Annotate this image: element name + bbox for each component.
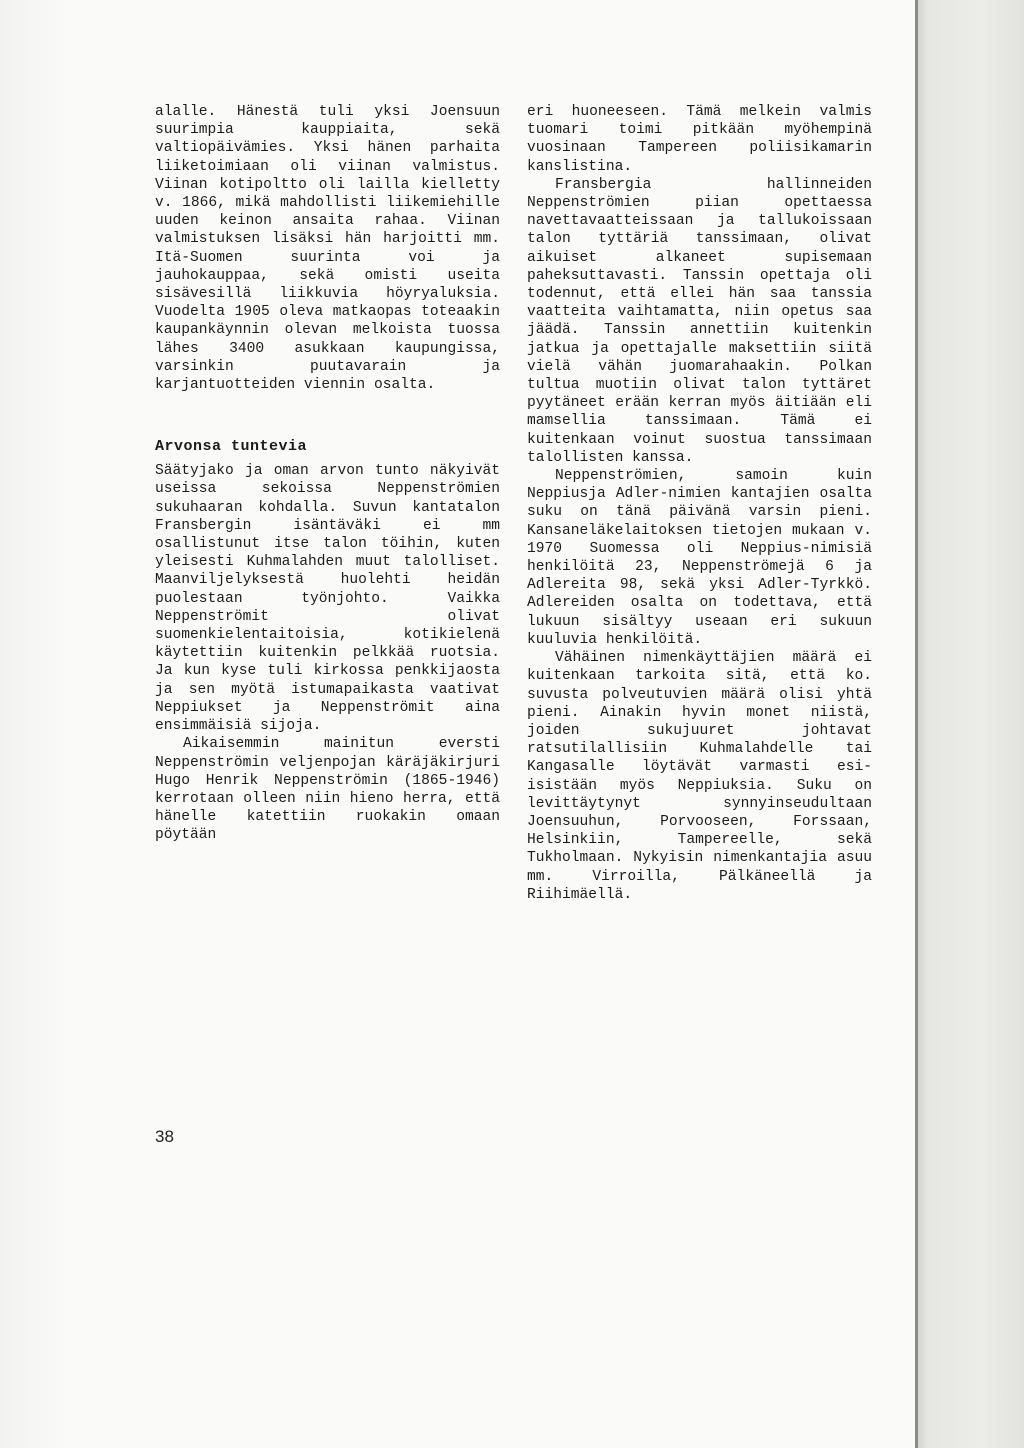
paragraph: Aikaisemmin mainitun eversti Neppenströmin veljenpojan käräjäkirjuri Hugo Henrik Neppenströmin (1865-1946) kerrotaan olleen niin hieno herra, että hänelle katettiin ruokakin omaan pöytään (155, 736, 500, 844)
paragraph: Fransbergia hallinneiden Neppenströmien piian opettaessa navettavaatteissaan ja tallukoissaan talon tyttäriä tanssimaan, olivat aikuiset alkaneet supisemaan paheksuttavasti. Tanssin opettaja oli todennut, että ellei hän saa tanssia vaatteita vaihtamatta, niin opetus saa jäädä. Tanssin annettiin kuitenkin jatkua ja opettajalle maksettiin siitä vielä vähän juomarahaakin. Polkan tultua muotiin olivat talon tyttäret pyytäneet erään kerran myös äitiään eli mamsellia tanssimaan. Tämä ei kuitenkaan voinut suostua tanssimaan talollisten kanssa. (527, 176, 872, 466)
paragraph: Vähäinen nimenkäyttäjien määrä ei kuitenkaan tarkoita sitä, että ko. suvusta polveutuvien määrä olisi yhtä pieni. Ainakin hyvin monet niistä, joiden sukujuuret johtavat ratsutilallisiin Kuhmalahdelle tai Kangasalle löytävät varmasti esi-isistään myös Neppiuksia. Suku on levittäytynyt synnyinseudultaan Joensuuhun, Porvooseen, Forssaan, Helsinkiin, Tampereelle, sekä Tukholmaan. Nykyisin nimenkantajia asuu mm. Virroilla, Pälkäneellä ja Riihimäellä. (527, 650, 872, 903)
paragraph: Neppenströmien, samoin kuin Neppiusja Adler-nimien kantajien osalta suku on tänä päivänä varsin pieni. Kansaneläkelaitoksen tietojen mukaan v. 1970 Suomessa oli Neppius-nimisiä henkilöitä 23, Neppenströmejä 6 ja Adlereita 98, sekä yksi Adler-Tyrkkö. Adlereiden osalta on todettava, että lukuun sisältyy useaan eri sukuun kuuluvia henkilöitä. (527, 468, 872, 648)
right-text-column (527, 103, 872, 904)
left-text-column (155, 103, 500, 845)
section-heading: Arvonsa tuntevia (155, 438, 308, 456)
page-number: 38 (155, 1127, 174, 1146)
scan-page-edge (915, 0, 1024, 1448)
paragraph: eri huoneeseen. Tämä melkein valmis tuomari toimi pitkään myöhempinä vuosinaan Tampereen poliisikamarin kanslistina. (527, 104, 872, 175)
scan-left-margin (0, 0, 70, 1448)
paragraph: Säätyjako ja oman arvon tunto näkyivät useissa sekoissa Neppenströmien sukuhaaran kohdalla. Suvun kantatalon Fransbergin isäntäväki ei mm osallistunut itse talon töihin, kuten yleisesti Kuhmalahden muut talolliset. Maanviljelyksestä huolehti heidän puolestaan työnjohto. Vaikka Neppenströmit olivat suomenkielentaitoisia, kotikielenä käytettiin kuitenkin pelkkää ruotsia. Ja kun kyse tuli kirkossa penkkijaosta ja sen myötä istumapaikasta vaativat Neppiukset ja Neppenströmit aina ensimmäisiä sijoja. (155, 463, 500, 735)
paragraph: alalle. Hänestä tuli yksi Joensuun suurimpia kauppiaita, sekä valtiopäivämies. Yksi hänen parhaita liiketoimiaan oli viinan valmistus. Viinan kotipoltto oli lailla kielletty v. 1866, mikä mahdollisti liikemiehille uuden keinon ansaita rahaa. Viinan valmistuksen lisäksi hän harjoitti mm. Itä-Suomen suurinta voi ja jauhokauppaa, sekä omisti useita sisävesillä liikkuvia höyryaluksia. Vuodelta 1905 oleva matkaopas toteaakin kaupankäynnin olevan melkoista tuossa lähes 3400 asukkaan kaupungissa, varsinkin puutavarain ja karjantuotteiden viennin osalta. (155, 104, 500, 394)
